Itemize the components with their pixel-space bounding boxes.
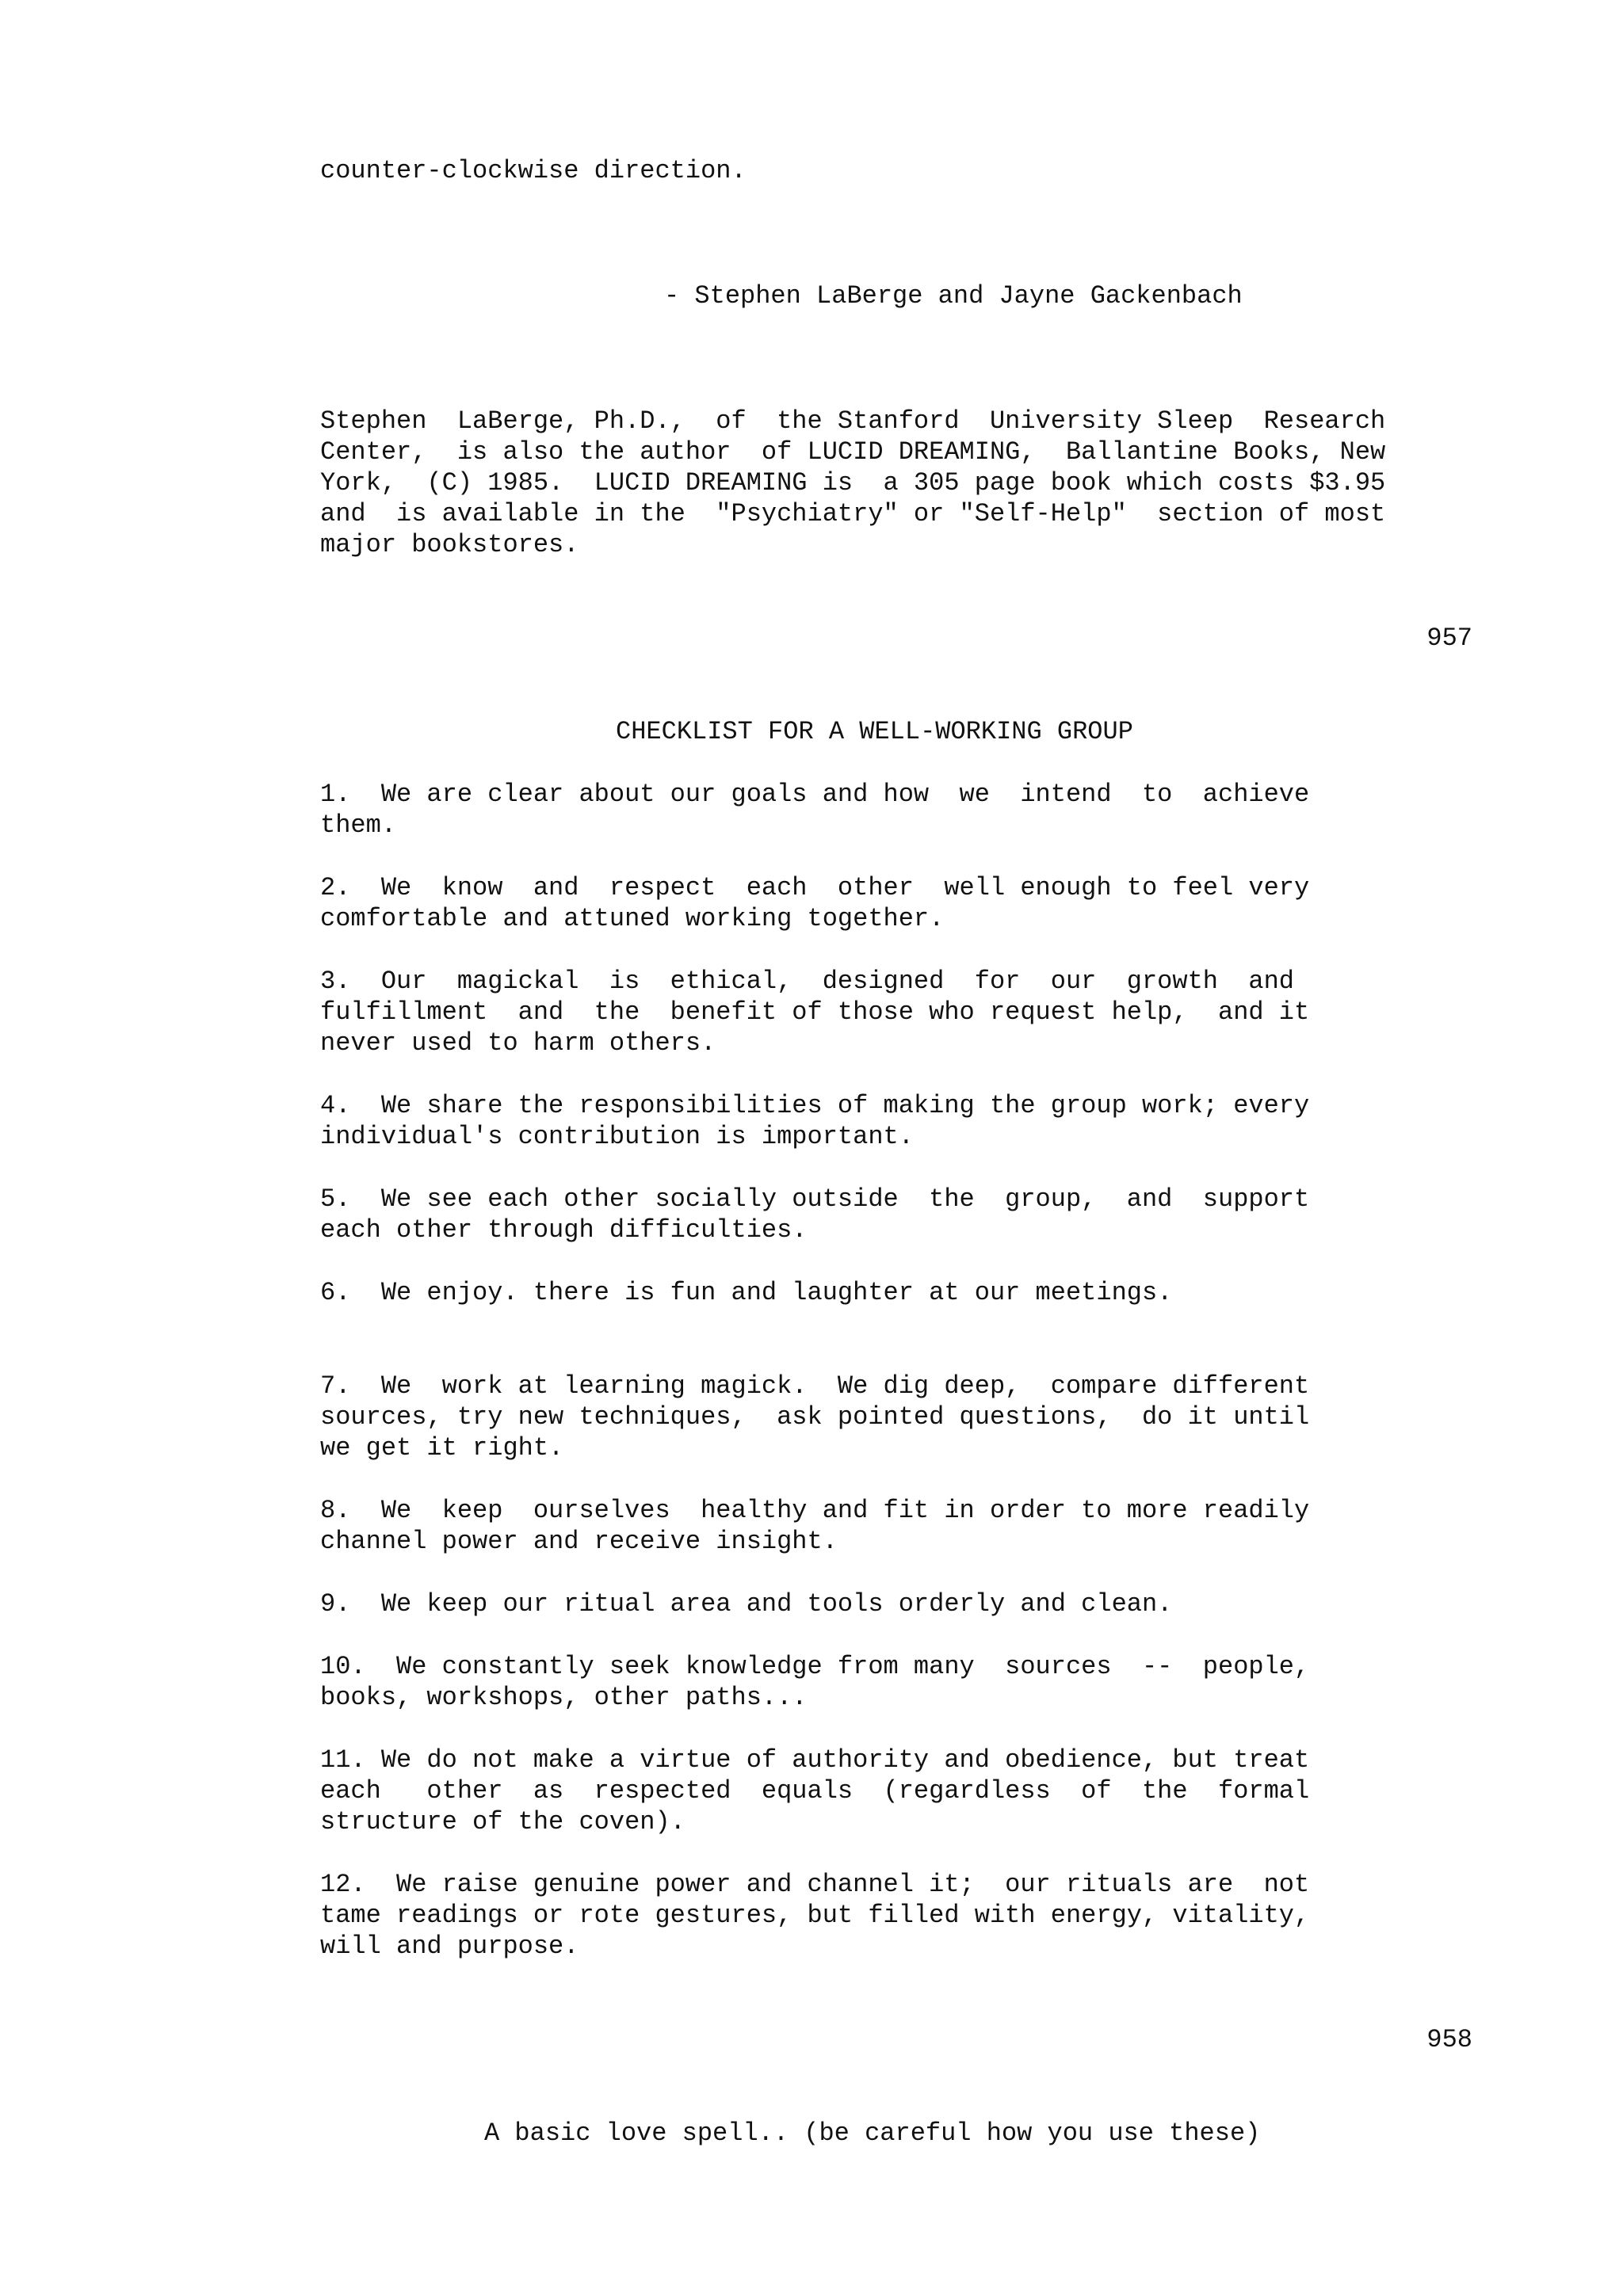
- checklist-item-line: 8. We keep ourselves healthy and fit in order to more readily: [320, 1496, 1310, 1525]
- checklist-item-line: 7. We work at learning magick. We dig deep, compare different: [320, 1371, 1310, 1401]
- continued-text: counter-clockwise direction.: [320, 156, 747, 185]
- section-heading: A basic love spell.. (be careful how you use these): [484, 2119, 1261, 2148]
- checklist-item-line: will and purpose.: [320, 1932, 579, 1961]
- checklist-item-line: tame readings or rote gestures, but filled with energy, vitality,: [320, 1901, 1310, 1930]
- checklist-item-line: 9. We keep our ritual area and tools orderly and clean.: [320, 1589, 1173, 1619]
- checklist-item-line: individual's contribution is important.: [320, 1122, 914, 1151]
- checklist-item-line: 10. We constantly seek knowledge from many sources -- people,: [320, 1652, 1310, 1681]
- checklist-item-line: structure of the coven).: [320, 1807, 685, 1836]
- checklist-item-line: 5. We see each other socially outside the group, and support: [320, 1184, 1310, 1214]
- checklist-title: CHECKLIST FOR A WELL-WORKING GROUP: [616, 717, 1133, 746]
- checklist-item-line: never used to harm others.: [320, 1028, 716, 1058]
- checklist-item-line: books, workshops, other paths...: [320, 1683, 808, 1712]
- checklist-item-line: each other through difficulties.: [320, 1215, 808, 1245]
- attribution: - Stephen LaBerge and Jayne Gackenbach: [664, 281, 1243, 311]
- checklist-item-line: sources, try new techniques, ask pointed questions, do it until: [320, 1402, 1310, 1432]
- page-number: 958: [1426, 2025, 1472, 2054]
- checklist-item-line: we get it right.: [320, 1433, 564, 1463]
- checklist-item-line: 11. We do not make a virtue of authority and obedience, but treat: [320, 1745, 1310, 1775]
- checklist-item-line: 4. We share the responsibilities of making the group work; every: [320, 1091, 1310, 1120]
- checklist-item-line: 1. We are clear about our goals and how we intend to achieve: [320, 780, 1310, 809]
- bio-line: and is available in the "Psychiatry" or "Self-Help" section of most: [320, 499, 1386, 528]
- bio-line: York, (C) 1985. LUCID DREAMING is a 305 page book which costs $3.95: [320, 468, 1386, 498]
- checklist-item-line: channel power and receive insight.: [320, 1527, 838, 1556]
- checklist-item-line: them.: [320, 810, 397, 840]
- bio-line: Stephen LaBerge, Ph.D., of the Stanford University Sleep Research: [320, 406, 1386, 436]
- page-number: 957: [1426, 624, 1472, 653]
- checklist-item-line: 12. We raise genuine power and channel it; our rituals are not: [320, 1870, 1310, 1899]
- bio-line: major bookstores.: [320, 530, 579, 559]
- checklist-item-line: 3. Our magickal is ethical, designed for our growth and: [320, 967, 1294, 996]
- checklist-item-line: 6. We enjoy. there is fun and laughter at our meetings.: [320, 1278, 1173, 1307]
- checklist-item-line: 2. We know and respect each other well enough to feel very: [320, 873, 1310, 902]
- checklist-item-line: each other as respected equals (regardless of the formal: [320, 1776, 1310, 1806]
- bio-line: Center, is also the author of LUCID DREAMING, Ballantine Books, New: [320, 437, 1386, 467]
- checklist-item-line: comfortable and attuned working together.: [320, 904, 945, 933]
- checklist-item-line: fulfillment and the benefit of those who request help, and it: [320, 997, 1310, 1027]
